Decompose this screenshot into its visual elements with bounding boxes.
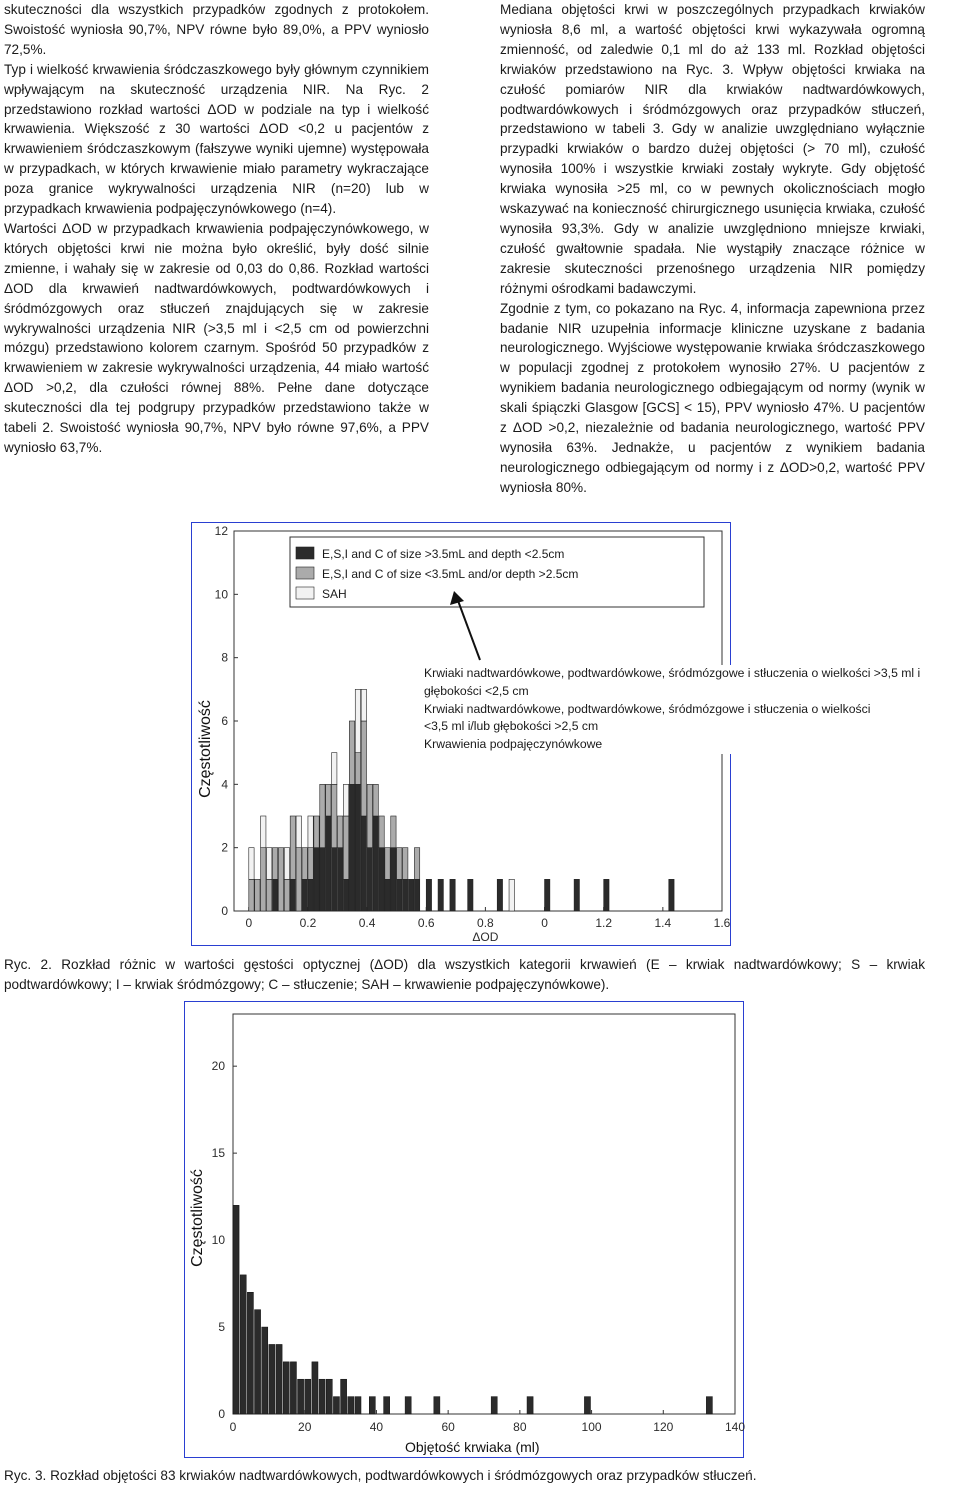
- figure-3-xtick-label: 20: [298, 1420, 312, 1434]
- figure-2-bar: [267, 848, 272, 880]
- figure-2-ytick-label: 8: [221, 650, 228, 665]
- figure-2-ytick-label: 4: [221, 777, 228, 792]
- figure-2-bar: [379, 816, 384, 848]
- figure-2-bar: [669, 879, 674, 911]
- figure-3-bar: [527, 1397, 533, 1414]
- figure-3-bar: [706, 1397, 712, 1414]
- figure-3-xtick-label: 0: [229, 1420, 237, 1434]
- right-paragraph-1: Mediana objętości krwi w poszczególnych przypadkach krwiaków wyniosła 8,6 ml, a wartość objętości krwi wykazywała ogromną zmienność, od zaledwie 0,1 ml do aż 133 ml. Rozkład objętości krwiaków przedstawiono na Ryc. 3. Wpływ objętości krwiaka na czułość pomiarów NIR dla krwiaków nadtwardówkowych, podtwardówkowych i śródmózgowych oraz przypadków stłuczeń, przedstawiono w tabeli 3. Gdy w analizie uwzględniano wyłącznie przypadki krwiaków o bardzo dużej objętości (> 70 ml), czułość wynosiła 100% i wszystkie krwiaki zostały wykryte. Gdy objętość krwiaka wynosiła >25 ml, co w pewnych okolicznościach mogło wskazywać na konieczność chirurgicznego usunięcia krwiaka, czułość wynosiła 93,3%. Gdy w analizie uwzględniono mniejsze krwiaki, czułość gwałtownie spadała. Nie wystąpiły znaczące różnice w zakresie skuteczności przenośnego urządzenia NIR pomiędzy różnymi ośrodkami badawczymi.: [500, 2, 925, 296]
- figure-2-bar: [249, 879, 254, 911]
- figure-2-bar: [296, 848, 301, 911]
- figure-3-xtick-label: 80: [513, 1420, 527, 1434]
- figure-3-bar: [312, 1362, 318, 1414]
- figure-3-bar: [240, 1275, 246, 1414]
- figure-2-ytick-label: 10: [214, 587, 228, 602]
- figure-2-legend-swatch: [296, 567, 314, 579]
- figure-2-bar: [408, 879, 413, 911]
- figure-2-ytick-label: 2: [221, 840, 228, 855]
- figure-2-bar: [426, 879, 431, 911]
- figure-3-bar: [262, 1327, 268, 1414]
- figure-2-ytick-label: 6: [221, 714, 228, 728]
- figure-2-legend-label: E,S,I and C of size >3.5mL and depth <2.5cm: [322, 547, 565, 561]
- figure-2-bar: [332, 784, 337, 847]
- figure-2-bar: [249, 848, 254, 880]
- figure-3-xtick-label: 100: [581, 1420, 602, 1434]
- figure-3-frame: [184, 1001, 744, 1458]
- figure-2-bar: [261, 816, 266, 848]
- figure-2-bar: [284, 879, 289, 911]
- figure-2-bar: [403, 879, 408, 911]
- figure-2-bar: [255, 879, 260, 911]
- figure-3-bar: [434, 1397, 440, 1414]
- figure-2-bar: [397, 879, 402, 911]
- figure-3-bar: [348, 1397, 354, 1414]
- figure-2-legend-swatch: [296, 547, 314, 559]
- figure-2-caption: Ryc. 2. Rozkład różnic w wartości gęstości optycznej (ΔOD) dla wszystkich kategorii krwawień (E – krwiak nadtwardówkowy; S – krwiak podtwardówkowy; I – krwiak śródmózgowy; C – stłuczenie; SAH – krwawienie podpajęczynówkowe).: [4, 957, 925, 992]
- figure-2-bar: [361, 816, 366, 911]
- figure-3-bar: [298, 1379, 304, 1414]
- figure-2-bar: [349, 784, 354, 911]
- figure-3-xlabel: Objętość krwiaka (ml): [405, 1439, 540, 1455]
- figure-2-bar: [391, 848, 396, 911]
- figure-3-xtick-label: 140: [724, 1420, 746, 1434]
- figure-2-bar: [361, 689, 366, 721]
- figure-3-xtick-label: 60: [441, 1420, 455, 1434]
- figure-2-bar: [278, 848, 283, 911]
- figure-2-bar: [497, 879, 502, 911]
- figure-2-bar: [308, 848, 313, 880]
- figure-2-bar: [385, 848, 390, 880]
- figure-2-bar: [574, 879, 579, 911]
- figure-2-bar: [272, 848, 277, 880]
- overlay-legend-line-2: głębokości <2,5 cm: [424, 683, 529, 698]
- right-paragraph-2: Zgodnie z tym, co pokazano na Ryc. 4, informacja zapewniona przez badanie NIR uzupełnia informacje kliniczne uzyskane z badania neurologicznego. Wyjściowe występowanie krwiaka śródczaszkowego w populacji zgodnej z protokołem wynosiło 27%. U pacjentów z wynikiem badania neurologicznego odbiegającym od normy (wynik w skali śpiączki Glasgow [GCS] < 15), PPV wyniosło 47%. U pacjentów z ΔOD >0,2, niezależnie od badania neurologicznego, wartość PPV wynosiła 63%. Jednakże, u pacjentów z wynikiem badania neurologicznego odbiegającym od normy i z ΔOD>0,2, wartość PPV wyniosła 80%.: [500, 300, 925, 495]
- figure-3-bar: [290, 1362, 296, 1414]
- figure-2-legend-swatch: [296, 587, 314, 599]
- figure-2-bar: [302, 848, 307, 880]
- figure-3-bar: [384, 1397, 390, 1414]
- figure-2-bar: [367, 784, 372, 847]
- figure-3-bar: [355, 1397, 361, 1414]
- figure-2-xtick-label: 0: [541, 916, 548, 930]
- figure-3-ytick-label: 15: [211, 1146, 225, 1161]
- figure-3-bar: [319, 1379, 325, 1414]
- figure-2-bar: [296, 816, 301, 848]
- figure-2-bar: [261, 848, 266, 911]
- figure-2-xtick-label: 0.6: [417, 916, 435, 930]
- overlay-legend-line-5: Krwawienia podpajęczynówkowe: [424, 737, 603, 752]
- figure-2-bar: [349, 721, 354, 784]
- figure-3-plot-area: [233, 1014, 735, 1414]
- figure-2-bar: [385, 879, 390, 911]
- figure-2-bar: [338, 848, 343, 911]
- figure-3-ytick-label: 5: [218, 1320, 225, 1335]
- figure-2-bar: [320, 784, 325, 847]
- figure-2-ytick-label: 0: [221, 904, 228, 918]
- overlay-legend-line-3: Krwiaki nadtwardówkowe, podtwardówkowe, śródmózgowe i stłuczenia o wielkości: [424, 701, 871, 716]
- figure-3-ytick-label: 0: [218, 1407, 225, 1421]
- left-paragraph-2: Typ i wielkość krwawienia śródczaszkowego były głównym czynnikiem wpływającym na skuteczność urządzenia NIR. Na Ryc. 2 przedstawiono rozkład wartości ΔOD w podziale na typ i wielkość krwawienia. Większość z 30 wartości ΔOD <0,2 u pacjentów z krwawieniem śródczaszkowym (fałszywe wyniki ujemne) występowała w przypadkach, w których krwawienie miało parametry wykraczające poza granice wykrywalności urządzenia NIR (n=20) lub w przypadkach krwawienia podpajęczynówkowego (n=4).: [4, 61, 429, 217]
- figure-2-bar: [320, 848, 325, 911]
- figure-2-bar: [391, 816, 396, 848]
- figure-2-bar: [373, 816, 378, 911]
- figure-2-bar: [338, 816, 343, 848]
- figure-2-bar: [355, 689, 360, 752]
- figure-2-bar: [361, 721, 366, 816]
- figure-2-bar: [438, 879, 443, 911]
- figure-3-bar: [283, 1362, 289, 1414]
- figure-3-caption: Ryc. 3. Rozkład objętości 83 krwiaków nadtwardówkowych, podtwardówkowych i śródmózgowych oraz przypadków stłuczeń.: [4, 1468, 757, 1483]
- figure-2-bar: [414, 848, 419, 880]
- figure-2-bar: [314, 816, 319, 848]
- figure-3-xtick-label: 120: [653, 1420, 674, 1434]
- figure-2-legend-label: E,S,I and C of size <3.5mL and/or depth >2.5cm: [322, 567, 579, 581]
- figure-2-bar: [373, 784, 378, 816]
- figure-3-ytick-label: 10: [211, 1233, 225, 1248]
- figure-2-bar: [604, 879, 609, 911]
- figure-2-xtick-label: 1.6: [713, 916, 731, 930]
- figure-2-bar: [379, 848, 384, 911]
- figure-3-bar: [341, 1379, 347, 1414]
- figure-3-bar: [369, 1397, 375, 1414]
- figure-2-bar: [343, 879, 348, 911]
- figure-3-bar: [491, 1397, 497, 1414]
- figure-2-xtick-label: 0: [245, 916, 253, 930]
- left-paragraph-3: Wartości ΔOD w przypadkach krwawienia podpajęczynówkowego, w których objętości krwi nie można było określić, były dość silnie zmienne, i wahały się w zakresie od 0,03 do 0,86. Rozkład wartości ΔOD dla krwawień nadtwardówkowych, podtwardówkowych i śródmózgowych oraz stłuczeń znajdujących się w zakresie wykrywalności urządzenia NIR (>3,5 ml i <2,5 cm od powierzchni mózgu) przedstawiono kolorem czarnym. Spośród 50 przypadków z krwawieniem w zakresie wykrywalności urządzenia, 44 miało wartość ΔOD >0,2, dla czułości równej 88%. Pełne dane dotyczące skuteczności dla tej podgrupy przypadków przedstawiono także w tabeli 2. Swoistość wyniosła 90,7%, NPV było równe 97,6%, a PPV wyniosło 63,7%.: [4, 220, 429, 455]
- figure-3-bar: [247, 1292, 253, 1414]
- figure-3-bar: [326, 1379, 332, 1414]
- figure-2-bar: [509, 879, 514, 911]
- figure-3-bar: [276, 1344, 282, 1414]
- figure-3-ylabel: Częstotliwość: [189, 1169, 206, 1267]
- figure-2-bar: [326, 816, 331, 911]
- figure-2-xtick-label: 1.2: [595, 916, 613, 930]
- figure-2-bar: [545, 879, 550, 911]
- figure-2-bar: [272, 879, 277, 911]
- figure-2-bar: [343, 816, 348, 879]
- figure-3-ytick-label: 20: [211, 1059, 225, 1074]
- figure-2-bar: [355, 753, 360, 785]
- figure-2-xtick-label: 1.4: [654, 916, 672, 930]
- figure-2-bar: [326, 784, 331, 816]
- left-paragraph-1: skuteczności dla wszystkich przypadków zgodnych z protokołem. Swoistość wyniosła 90,7%, NPV równe było 89,0%, a PPV wyniosło 72,5%.: [4, 2, 429, 57]
- figure-2-xtick-label: 0.2: [299, 916, 317, 930]
- figure-2-legend-label: SAH: [322, 587, 347, 601]
- figure-3-bar: [584, 1397, 590, 1414]
- figure-2-bar: [367, 848, 372, 911]
- figure-2-bar: [314, 848, 319, 911]
- figure-2-overlay-legend: [424, 665, 960, 754]
- figure-3-xtick-label: 40: [369, 1420, 384, 1434]
- figure-3-bar: [333, 1397, 339, 1414]
- figure-3-bar: [305, 1379, 311, 1414]
- figure-3-bar: [233, 1205, 239, 1414]
- figure-3-bar: [269, 1344, 275, 1414]
- figure-2-bar: [397, 848, 402, 880]
- figure-2-bar: [403, 848, 408, 880]
- figure-2-bar: [355, 784, 360, 911]
- figure-2-bar: [308, 816, 313, 848]
- overlay-legend-line-1: Krwiaki nadtwardówkowe, podtwardówkowe, śródmózgowe i stłuczenia o wielkości >3,5 ml i: [424, 666, 921, 680]
- figure-3-chart: [185, 1002, 746, 1457]
- figure-2-ytick-label: 12: [214, 524, 228, 538]
- figure-2-ylabel: Częstotliwość: [197, 700, 214, 798]
- figure-2-bar: [468, 879, 473, 911]
- figure-2-bar: [343, 784, 348, 816]
- right-column: [500, 0, 925, 498]
- figure-2-bar: [332, 848, 337, 911]
- figure-2-bar: [267, 879, 272, 911]
- left-column: [4, 0, 429, 458]
- figure-2-bar: [302, 879, 307, 911]
- figure-2-bar: [290, 879, 295, 911]
- figure-2-bar: [284, 848, 289, 880]
- overlay-legend-line-4: <3,5 ml i/lub głębokości >2,5 cm: [424, 719, 599, 734]
- figure-2-bar: [332, 753, 337, 785]
- figure-2-bar: [450, 879, 455, 911]
- figure-2-xtick-label: 0.8: [477, 916, 494, 930]
- figure-2-xlabel: ΔOD: [472, 930, 499, 944]
- figure-2-bar: [290, 816, 295, 879]
- figure-2-xtick-label: 0.4: [358, 916, 376, 930]
- figure-2-bar: [308, 879, 313, 911]
- figure-2-bar: [414, 879, 419, 911]
- figure-3-bar: [255, 1310, 261, 1414]
- figure-3-bar: [405, 1397, 411, 1414]
